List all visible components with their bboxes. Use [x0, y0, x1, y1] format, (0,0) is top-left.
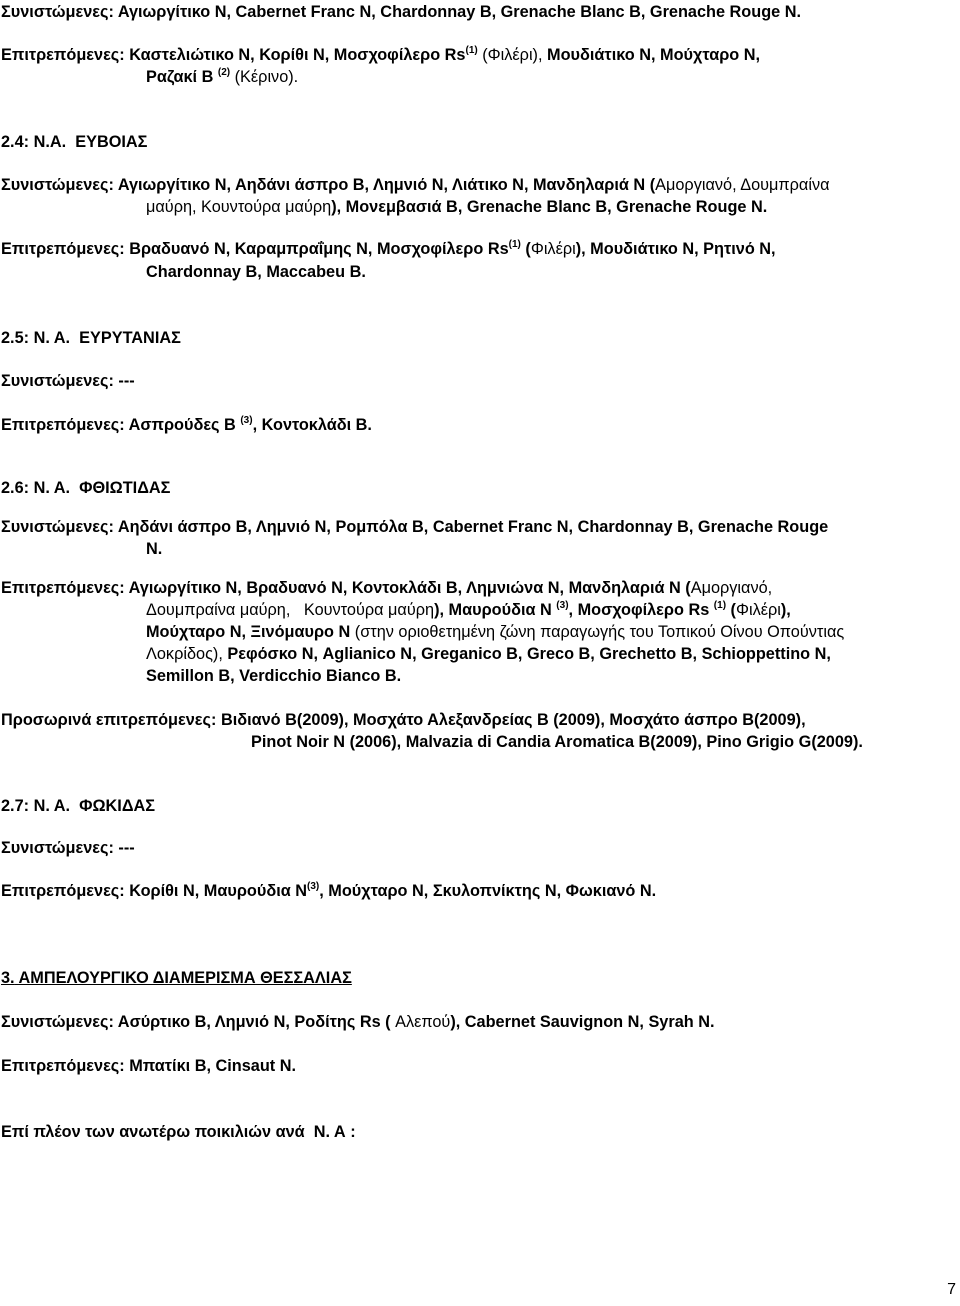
- allowed-continuation: Chardonnay Β, Maccabeu Β.: [146, 263, 366, 281]
- section-heading-2-7: 2.7: Ν. Α. ΦΩΚΙΔΑΣ: [1, 797, 156, 815]
- section-heading-2-4: 2.4: Ν.Α. ΕΥΒΟΙΑΣ: [1, 133, 148, 151]
- allowed-continuation: Δουμπραίνα μαύρη, Κουντούρα μαύρη), Μαυρούδια Ν $^{(3)}$, Μοσχοφίλερο Rs $^{(1)}$ (Φιλέρι),: [146, 600, 791, 619]
- recommended-paragraph: Συνιστώμενες: Αγιωργίτικο Ν, Αηδάνι άσπρο Β, Λημνιό Ν, Λιάτικο Ν, Μανδηλαριά Ν (Αμοργιανό, Δουμπραίνα: [1, 176, 830, 194]
- section-heading-2-6: 2.6: Ν. Α. ΦΘΙΩΤΙΔΑΣ: [1, 479, 171, 497]
- temporary-allowed-continuation: Pinot Noir Ν (2006), Malvazia di Candia Aromatica Β(2009), Pino Grigio G(2009).: [251, 733, 863, 751]
- recommended-paragraph: Συνιστώμενες: Αηδάνι άσπρο Β, Λημνιό Ν, Ρομπόλα Β, Cabernet Franc Ν, Chardonnay Β, Grenache Rouge: [1, 518, 829, 536]
- section-heading-3: 3. ΑΜΠΕΛΟΥΡΓΙΚΟ ΔΙΑΜΕΡΙΣΜΑ ΘΕΣΣΑΛΙΑΣ: [1, 969, 352, 987]
- temporary-allowed-paragraph: Προσωρινά επιτρεπόμενες: Βιδιανό Β(2009), Μοσχάτο Αλεξανδρείας Β (2009), Μοσχάτο άσπρο Β(2009),: [1, 711, 806, 729]
- allowed-continuation: Μούχταρο Ν, Ξινόμαυρο Ν (στην οριοθετημένη ζώνη παραγωγής του Τοπικού Οίνου Οπούντιας: [146, 623, 845, 641]
- allowed-paragraph: Επιτρεπόμενες: Βραδυανό Ν, Καραμπραΐμης Ν, Μοσχοφίλερο Rs$^{(1)}$ (Φιλέρι), Μουδιάτικο Ν, Ρητινό Ν,: [1, 239, 776, 258]
- additional-note: Επί πλέον των ανωτέρω ποικιλιών ανά Ν. Α :: [1, 1123, 356, 1141]
- recommended-line: Συνιστώμενες: ---: [1, 839, 135, 857]
- allowed-paragraph: Επιτρεπόμενες: Αγιωργίτικο Ν, Βραδυανό Ν, Κοντοκλάδι Β, Λημνιώνα Ν, Μανδηλαριά Ν (Αμοργιανό,: [1, 579, 773, 597]
- recommended-line: Συνιστώμενες: ---: [1, 372, 135, 390]
- allowed-line: Επιτρεπόμενες: Κορίθι Ν, Μαυρούδια $N^{(3)}$, Μούχταρο Ν, Σκυλοπνίκτης Ν, Φωκιανό Ν.: [1, 881, 657, 900]
- recommended-continuation: Ν.: [146, 540, 163, 558]
- recommended-paragraph: Συνιστώμενες: Αγιωργίτικο Ν, Cabernet Franc Ν, Chardonnay Β, Grenache Blanc Β, Grenache Rouge Ν.: [1, 3, 802, 21]
- allowed-paragraph: Επιτρεπόμενες: Καστελιώτικο Ν, Κορίθι Ν, Μοσχοφίλερο Rs$^{(1)}$ (Φιλέρι), Μουδιάτικο Ν, Μούχταρο Ν, Ραζακί Β $^{(2)}$ (Κέρινο).: [1, 45, 761, 86]
- allowed-continuation: Semillon Β, Verdicchio Bianco Β.: [146, 667, 402, 685]
- allowed-continuation: Λοκρίδος), Ρεφόσκο Ν, Aglianico Ν, Greganico Β, Greco Β, Grechetto Β, Schioppettino Ν,: [146, 645, 831, 663]
- page-number: 7: [947, 1281, 956, 1298]
- allowed-line: Επιτρεπόμενες: Ασπρούδες Β $^{(3)}$, Κοντοκλάδι Β.: [1, 415, 372, 434]
- recommended-line: Συνιστώμενες: Ασύρτικο Β, Λημνιό Ν, Ροδίτης Rs ( Αλεπού), Cabernet Sauvignon Ν, Syrah Ν.: [1, 1013, 715, 1031]
- allowed-line: Επιτρεπόμενες: Μπατίκι Β, Cinsaut Ν.: [1, 1057, 297, 1075]
- section-heading-2-5: 2.5: Ν. Α. ΕΥΡΥΤΑΝΙΑΣ: [1, 329, 181, 347]
- recommended-continuation: μαύρη, Κουντούρα μαύρη), Μονεμβασιά Β, Grenache Blanc Β, Grenache Rouge Ν.: [146, 198, 768, 216]
